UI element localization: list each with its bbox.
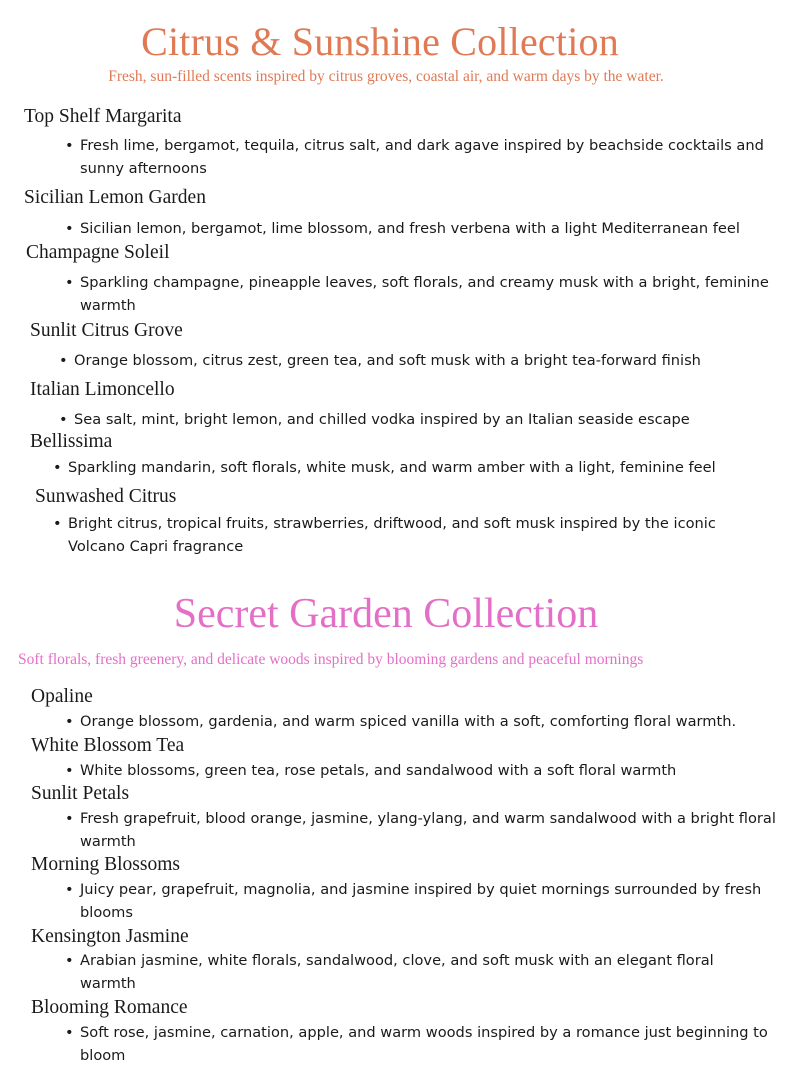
- scent-description: • Soft rose, jasmine, carnation, apple, and warm woods inspired by a romance just beginning to bloom: [65, 1024, 768, 1064]
- scent-name: Bellissima: [30, 431, 113, 452]
- scent-description: • Bright citrus, tropical fruits, strawberries, driftwood, and soft musk inspired by the iconic Volcano Capri fragrance: [53, 515, 716, 555]
- scent-name: Top Shelf Margarita: [24, 106, 182, 127]
- bullet-icon: •: [65, 952, 74, 969]
- bullet-icon: •: [65, 274, 74, 291]
- scent-name: Italian Limoncello: [30, 379, 175, 400]
- scent-description: • Juicy pear, grapefruit, magnolia, and jasmine inspired by quiet mornings surrounded by fresh blooms: [65, 881, 762, 921]
- garden-collection-title: Secret Garden Collection: [173, 591, 599, 637]
- citrus-collection-subtitle: Fresh, sun-filled scents inspired by citrus groves, coastal air, and warm days by the water.: [108, 68, 664, 85]
- citrus-collection-title: Citrus & Sunshine Collection: [141, 19, 619, 64]
- scent-description: • Orange blossom, gardenia, and warm spiced vanilla with a soft, comforting floral warmth.: [80, 711, 790, 734]
- scent-description: • Orange blossom, citrus zest, green tea, and soft musk with a bright tea-forward finish: [74, 350, 790, 373]
- scent-name: Morning Blossoms: [31, 854, 180, 875]
- scent-description: • Sparkling mandarin, soft florals, white musk, and warm amber with a light, feminine feel: [68, 457, 790, 480]
- scent-name: Opaline: [31, 686, 93, 707]
- bullet-icon: •: [65, 1024, 74, 1041]
- scent-name: Blooming Romance: [31, 997, 188, 1018]
- bullet-icon: •: [65, 762, 74, 779]
- scent-description: • Sparkling champagne, pineapple leaves, soft florals, and creamy musk with a bright, feminine warmth: [65, 274, 769, 314]
- scent-name: White Blossom Tea: [31, 735, 185, 756]
- scent-description: • Fresh lime, bergamot, tequila, citrus salt, and dark agave inspired by beachside cocktails and sunny afternoons: [65, 137, 764, 177]
- bullet-icon: •: [65, 220, 74, 237]
- scent-name: Sunlit Petals: [31, 783, 130, 804]
- garden-collection-subtitle: Soft florals, fresh greenery, and delicate woods inspired by blooming gardens and peaceful mornings: [18, 651, 644, 668]
- scent-description: • White blossoms, green tea, rose petals, and sandalwood with a soft floral warmth: [80, 760, 790, 783]
- bullet-icon: •: [53, 459, 62, 476]
- bullet-icon: •: [65, 137, 74, 154]
- scent-name: Champagne Soleil: [26, 242, 170, 263]
- bullet-icon: •: [59, 411, 68, 428]
- scent-description: • Sicilian lemon, bergamot, lime blossom, and fresh verbena with a light Mediterranean feel: [80, 218, 790, 241]
- scent-name: Sunwashed Citrus: [35, 486, 177, 507]
- scent-description: • Fresh grapefruit, blood orange, jasmine, ylang-ylang, and warm sandalwood with a bright floral warmth: [65, 810, 776, 850]
- bullet-icon: •: [65, 810, 74, 827]
- bullet-icon: •: [59, 352, 68, 369]
- scent-description: • Sea salt, mint, bright lemon, and chilled vodka inspired by an Italian seaside escape: [74, 409, 790, 432]
- scent-description: • Arabian jasmine, white florals, sandalwood, clove, and soft musk with an elegant floral warmth: [65, 952, 714, 992]
- bullet-icon: •: [65, 881, 74, 898]
- bullet-icon: •: [65, 713, 74, 730]
- scent-name: Sunlit Citrus Grove: [30, 320, 183, 341]
- scent-name: Sicilian Lemon Garden: [24, 187, 206, 208]
- bullet-icon: •: [53, 515, 62, 532]
- scent-name: Kensington Jasmine: [31, 926, 189, 947]
